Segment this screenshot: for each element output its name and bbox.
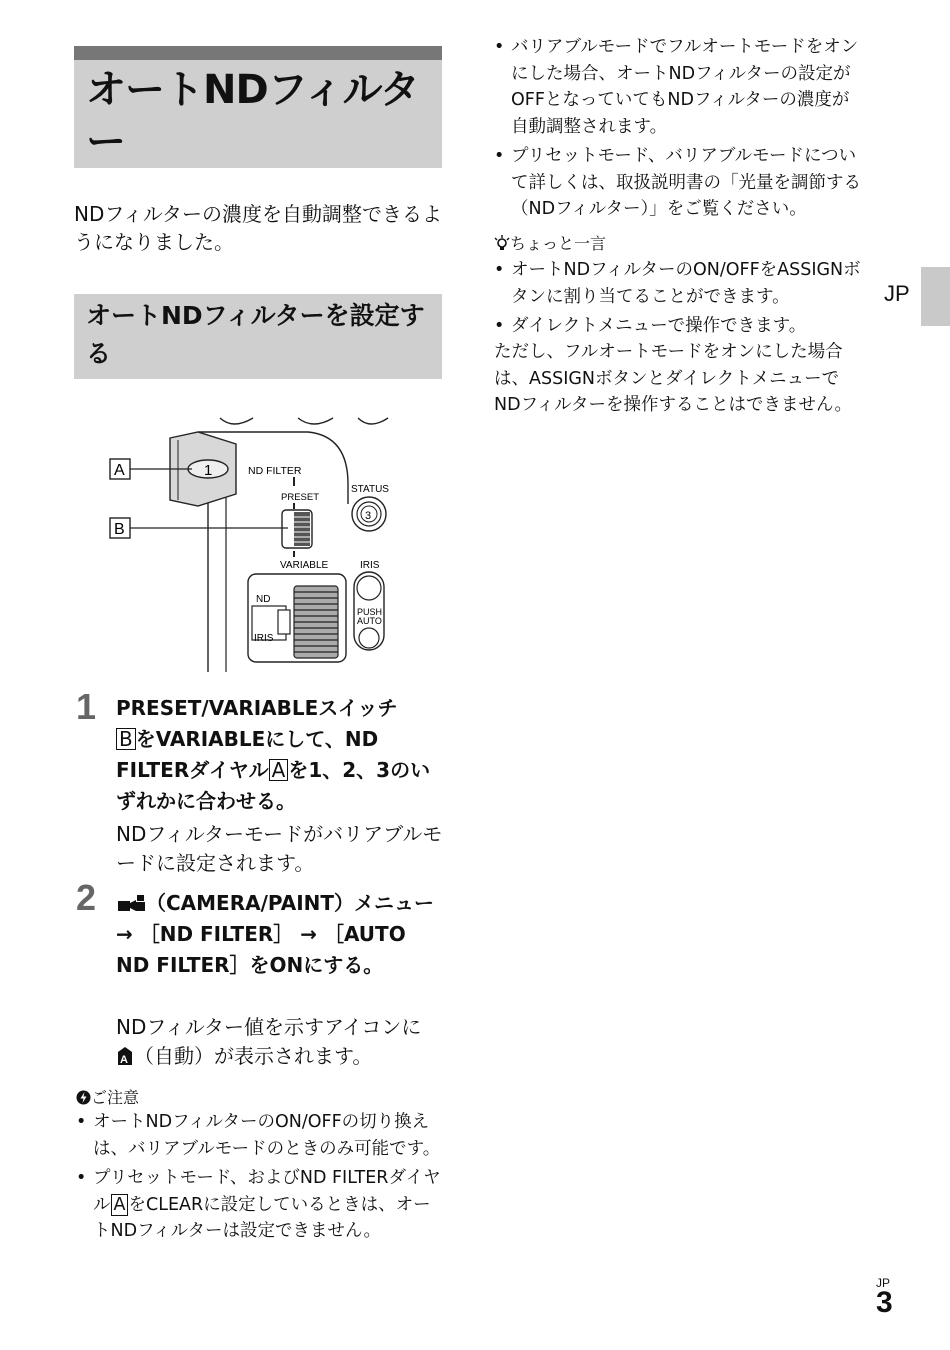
page-lang-label: JP [876, 1276, 891, 1290]
right-item-2: • プリセットモード、バリアブルモードについて詳しくは、取扱説明書の「光量を調節する（NDフィルター）」をご覧ください。 [492, 143, 864, 223]
step-1-head-part1: PRESET/VARIABLEスイッチ [116, 696, 398, 720]
right-column-list [492, 34, 864, 226]
side-tab [921, 267, 950, 326]
dial-value-label: 1 [204, 462, 213, 479]
caution-item-2 [74, 1165, 444, 1245]
tip-heading-text: ちょっと一言 [510, 234, 607, 253]
callout-b-label: B [114, 521, 125, 538]
tip-item-1: • オートNDフィルターのON/OFFをASSIGNボタンに割り当てることができます。 [492, 257, 864, 310]
caution-item-2-box-a: A [111, 1194, 129, 1216]
step-2-head-text: （CAMERA/PAINT）メニュー → ［ND FILTER］ → ［AUTO ND FILTER］をONにする。 [116, 891, 435, 977]
push-label: PUSH [357, 607, 383, 617]
step-2-body [116, 1013, 446, 1071]
caution-heading-text: ご注意 [91, 1088, 140, 1107]
intro-text: NDフィルターの濃度を自動調整できるようになりました。 [74, 202, 442, 254]
step-1-head-part2: をVARIABLEにして、ND FILTERダイヤル [116, 727, 379, 782]
title-bar [74, 46, 442, 60]
step-1-box-a: A [269, 759, 289, 781]
step-1-head-part3: を1、2、3のいずれかに合わせる。 [116, 758, 431, 813]
auto-label: AUTO [357, 616, 382, 626]
right-item-1: • バリアブルモードでフルオートモードをオンにした場合、オートNDフィルターの設定がOFFとなっていてもNDフィルターの濃度が自動調整されます。 [492, 34, 864, 140]
auto-nd-icon [116, 1046, 134, 1066]
step-2-body-part1: NDフィルター値を示すアイコンに [116, 1015, 422, 1039]
camera-control-figure [108, 414, 408, 676]
caution-icon [76, 1090, 91, 1105]
caution-item-2-part1: プリセットモード、およびND FILTERダイヤル [93, 1168, 441, 1215]
status-label: STATUS [351, 484, 389, 495]
svg-text:A: A [120, 1054, 128, 1066]
camera-paint-icon [116, 893, 146, 913]
step-2-number: 2 [76, 877, 97, 918]
caution-item-1: • オートNDフィルターのON/OFFの切り換えは、バリアブルモードのときのみ可能です。 [74, 1109, 444, 1162]
page-title: オートNDフィルター [86, 67, 419, 165]
step-1-body: NDフィルターモードがバリアブルモードに設定されます。 [116, 822, 443, 875]
tip-list [492, 257, 864, 343]
step-1-heading [116, 693, 444, 817]
preset-label: PRESET [281, 492, 320, 503]
tip-plain-text: ただし、フルオートモードをオンにした場合は、ASSIGNボタンとダイレクトメニューでNDフィルターを操作することはできません。 [494, 342, 853, 415]
caution-item-2-part2: をCLEARに設定しているときは、オートNDフィルターは設定できません。 [93, 1194, 431, 1241]
section-title: オートNDフィルターを設定する [86, 301, 425, 368]
nd-switch-bottom-label: IRIS [254, 633, 274, 644]
step-1-box-b: B [116, 728, 136, 750]
step-1-number: 1 [76, 686, 97, 727]
tip-heading [494, 233, 606, 255]
side-tab-label: JP [884, 281, 910, 306]
status-number: 3 [365, 510, 372, 522]
caution-heading [76, 1087, 139, 1109]
variable-label: VARIABLE [280, 560, 329, 571]
page-number: 3 [876, 1286, 893, 1319]
tip-item-2: • ダイレクトメニューで操作できます。 [492, 313, 864, 340]
step-2-body-part2: （自動）が表示されます。 [134, 1044, 373, 1068]
callout-a-label: A [114, 462, 125, 479]
nd-switch-top-label: ND [256, 594, 271, 605]
lightbulb-icon [494, 235, 510, 251]
caution-list [74, 1109, 444, 1248]
iris-label: IRIS [360, 560, 380, 571]
nd-filter-label: ND FILTER [248, 465, 302, 477]
step-2-heading [116, 888, 444, 981]
